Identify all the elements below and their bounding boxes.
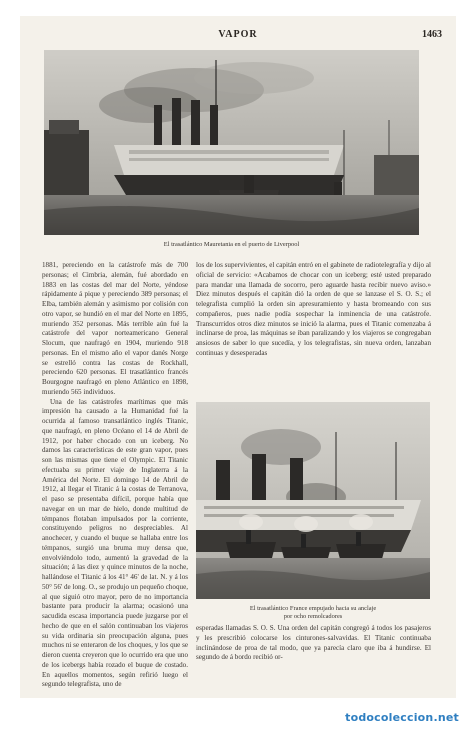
section-title: VAPOR <box>218 29 258 40</box>
page-header <box>20 29 456 43</box>
paragraph-lifebelts: esperadas llamadas S. O. S. Una orden del capitán congregó á todos los pasajeros y les prescribió colocarse los cinturones-salvavidas. El Titanic continuaba inclinándose de proa de tal modo, que ya parecía claro que iba á hundirse. El segundo de á bordo recibió or- <box>196 624 431 662</box>
france-photo <box>196 402 430 599</box>
paragraph-captain: los de los supervivientes, el capitán entró en el gabinete de radiotelegrafía y dijo al oficial de servicio: «Acabamos de chocar con un iceberg; esté usted preparado para mandar una llamada de socorro, pero aguarde hasta recibir nuevo aviso.» Diez minutos después el capitán dió la orden de que se lanzase el S. O. S.; el telegrafista cumplió la orden sin apresuramiento y hasta bromeando con sus compañeros, pues nadie podía sospechar la inminencia de una catástrofe. Transcurridos otros diez minutos se inició la alarma, pues el Titanic comenzaba á inclinarse de proa, las máquinas se iban paralizando y los viajeros se congregaban ansiosos de saber lo que sucedía, y los telegrafistas, sin nueva orden, lanzaban continuas y desesperadas <box>196 261 431 357</box>
watermark-tld: .net <box>433 711 459 724</box>
paragraph-titanic: Una de las catástrofes marítimas que más impresión ha causado a la Humanidad fué la ocurrida al famoso transatlántico inglés Titanic, que naufragó, en pleno Océano el 14 de Abril de 1912, por haber chocado con un iceberg. No damos las características de este gran vapor, pues son las mismas que tiene el Olympic. El Titanic efectuaba su primer viaje de Inglaterra á la América del Norte. El domingo 14 de Abril de 1912, al llegar el Titanic á la costas de Terranova, el paso se presentaba difícil, porque había que navegar en un mar de hielo, donde multitud de témpanos flotaban impulsados por la corriente, constituyendo peligros no despreciables. Al anochecer, y cuando el buque se hallaba entre los témpanos, surgió una bruma muy densa que, envolviéndolo todo, aumentó la gravedad de la situación; á las diez y quince minutos de la noche, hallándose el Titanic á los 41° 46' de lat. N. y á los 50° 56' de long. O., se produjo un pequeño choque, al que siguió otro mayor, pero de no importancia bastante para producir la alarma; ocasionó una sacudida escasa importancia puede juzgarse por el hecho de que en el salón continuaban los viajeros su vida ordinaria sin preocupación alguna, pues muchos ni se enteraron de los choques, y los que se dieron cuenta creyeron que lo ocurrido era que uno de los icebergs había rozado el buque de costado. En aquellos momentos, según refirió luego el segundo telegrafista, uno de <box>42 397 188 689</box>
watermark-logo[interactable] <box>345 711 459 724</box>
mauretania-photo <box>44 50 419 235</box>
steamship-harbor-photo-icon <box>44 50 419 235</box>
right-bottom-text <box>196 624 431 663</box>
bottom-caption-line2: por ocho remolcadores <box>283 613 343 620</box>
steamship-tugs-photo-icon <box>196 402 430 599</box>
bottom-photo-caption <box>196 605 430 621</box>
bottom-caption-line1: El trasatlántico France empujado hacia su anclaje <box>249 605 377 612</box>
magazine-page <box>20 16 456 698</box>
watermark-banner <box>0 706 473 734</box>
watermark-brand: todocoleccion <box>345 711 434 724</box>
right-top-text <box>196 261 431 359</box>
top-photo-caption: El trasatlántico Mauretania en el puerto de Liverpool <box>163 241 300 248</box>
paragraph-shipwreck-list: 1881, pereciendo en la catástrofe más de 700 personas; el Cimbria, alemán, fué abordado en 1883 en las costas del mar del Norte, yéndose rápidamente á pique y pereciendo 389 personas; el Elba, también alemán y asimismo por colisión con otro vapor, se hundió en el mar del Norte en 1895, muriendo 352 personas. Más terrible aún fué la catástrofe del vapor norteamericano General Slocum, que naufragó en 1904, muriendo 918 personas. En el mismo año el vapor danés Norge se estrelló contra las costas de Rockhall, pereciendo 620 personas. El trasatlántico francés Bourgogne naufragó en pleno Atlántico en 1898, muriendo 565 individuos. <box>42 261 188 396</box>
page-number: 1463 <box>422 29 442 40</box>
left-text-column <box>42 261 188 690</box>
